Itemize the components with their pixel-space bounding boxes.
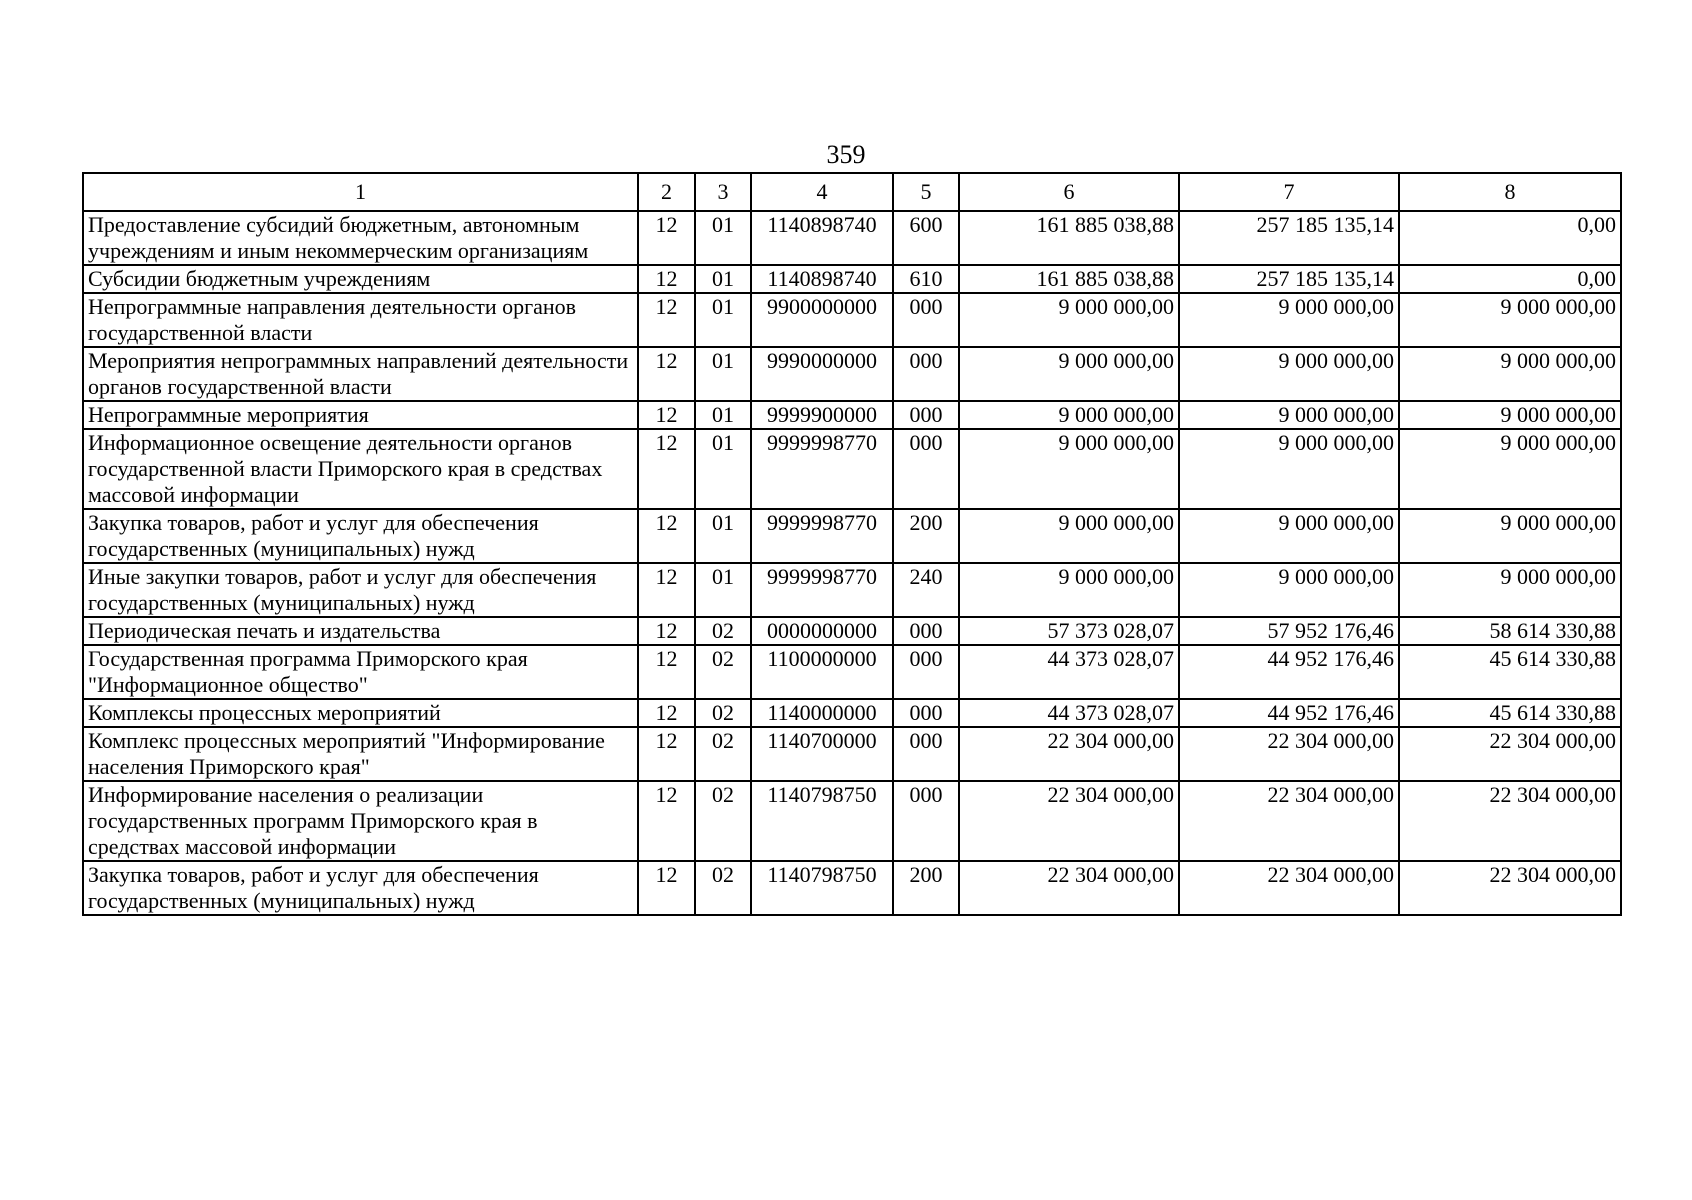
row-amount-6: 161 885 038,88	[959, 265, 1179, 293]
row-target-code: 1100000000	[751, 645, 893, 699]
row-amount-7: 57 952 176,46	[1179, 617, 1399, 645]
table-row	[83, 699, 1621, 727]
row-amount-8: 9 000 000,00	[1399, 509, 1621, 563]
row-amount-8: 0,00	[1399, 211, 1621, 265]
row-name: Закупка товаров, работ и услуг для обеспечения государственных (муниципальных) нужд	[83, 509, 638, 563]
row-target-code: 1140798750	[751, 781, 893, 861]
row-name: Комплекс процессных мероприятий "Информирование населения Приморского края"	[83, 727, 638, 781]
row-name: Закупка товаров, работ и услуг для обеспечения государственных (муниципальных) нужд	[83, 861, 638, 915]
header-row	[83, 173, 1621, 211]
row-subsection: 01	[695, 401, 751, 429]
row-section: 12	[638, 211, 695, 265]
row-expense-type: 000	[893, 429, 959, 509]
row-amount-8: 9 000 000,00	[1399, 429, 1621, 509]
row-section: 12	[638, 699, 695, 727]
row-section: 12	[638, 617, 695, 645]
header-cell: 4	[751, 173, 893, 211]
row-target-code: 9999998770	[751, 509, 893, 563]
row-amount-8: 22 304 000,00	[1399, 861, 1621, 915]
row-target-code: 1140798750	[751, 861, 893, 915]
row-expense-type: 200	[893, 509, 959, 563]
row-target-code: 9990000000	[751, 347, 893, 401]
row-name: Предоставление субсидий бюджетным, автономным учреждениям и иным некоммерческим организациям	[83, 211, 638, 265]
row-subsection: 01	[695, 265, 751, 293]
row-amount-7: 9 000 000,00	[1179, 509, 1399, 563]
row-amount-6: 44 373 028,07	[959, 699, 1179, 727]
row-expense-type: 000	[893, 293, 959, 347]
row-target-code: 9900000000	[751, 293, 893, 347]
row-amount-6: 44 373 028,07	[959, 645, 1179, 699]
row-section: 12	[638, 509, 695, 563]
row-amount-7: 9 000 000,00	[1179, 293, 1399, 347]
row-amount-6: 9 000 000,00	[959, 563, 1179, 617]
row-expense-type: 000	[893, 401, 959, 429]
row-expense-type: 600	[893, 211, 959, 265]
row-amount-7: 44 952 176,46	[1179, 645, 1399, 699]
row-subsection: 01	[695, 563, 751, 617]
row-target-code: 9999900000	[751, 401, 893, 429]
row-name: Субсидии бюджетным учреждениям	[83, 265, 638, 293]
row-subsection: 01	[695, 211, 751, 265]
row-name: Комплексы процессных мероприятий	[83, 699, 638, 727]
row-name: Иные закупки товаров, работ и услуг для обеспечения государственных (муниципальных) нужд	[83, 563, 638, 617]
row-subsection: 02	[695, 645, 751, 699]
row-amount-6: 22 304 000,00	[959, 781, 1179, 861]
row-target-code: 1140898740	[751, 265, 893, 293]
header-cell: 6	[959, 173, 1179, 211]
row-expense-type: 000	[893, 781, 959, 861]
row-amount-7: 257 185 135,14	[1179, 265, 1399, 293]
row-subsection: 01	[695, 429, 751, 509]
row-amount-8: 45 614 330,88	[1399, 645, 1621, 699]
row-section: 12	[638, 781, 695, 861]
table-row	[83, 401, 1621, 429]
row-amount-6: 9 000 000,00	[959, 429, 1179, 509]
row-name: Периодическая печать и издательства	[83, 617, 638, 645]
header-cell: 8	[1399, 173, 1621, 211]
row-target-code: 9999998770	[751, 563, 893, 617]
row-amount-6: 161 885 038,88	[959, 211, 1179, 265]
row-section: 12	[638, 861, 695, 915]
table-row	[83, 861, 1621, 915]
table-row	[83, 563, 1621, 617]
row-amount-7: 22 304 000,00	[1179, 727, 1399, 781]
row-section: 12	[638, 347, 695, 401]
table-row	[83, 727, 1621, 781]
row-expense-type: 000	[893, 347, 959, 401]
row-expense-type: 610	[893, 265, 959, 293]
row-subsection: 02	[695, 861, 751, 915]
table-row	[83, 645, 1621, 699]
row-amount-8: 22 304 000,00	[1399, 727, 1621, 781]
row-subsection: 02	[695, 727, 751, 781]
row-amount-7: 9 000 000,00	[1179, 401, 1399, 429]
row-subsection: 02	[695, 781, 751, 861]
row-section: 12	[638, 727, 695, 781]
row-amount-6: 57 373 028,07	[959, 617, 1179, 645]
table-row	[83, 509, 1621, 563]
row-amount-6: 9 000 000,00	[959, 509, 1179, 563]
row-amount-6: 9 000 000,00	[959, 293, 1179, 347]
table-row	[83, 781, 1621, 861]
row-amount-7: 9 000 000,00	[1179, 347, 1399, 401]
row-subsection: 02	[695, 617, 751, 645]
table-row	[83, 347, 1621, 401]
row-amount-7: 22 304 000,00	[1179, 861, 1399, 915]
table-row	[83, 429, 1621, 509]
table-row	[83, 265, 1621, 293]
row-target-code: 1140898740	[751, 211, 893, 265]
row-subsection: 01	[695, 347, 751, 401]
row-subsection: 02	[695, 699, 751, 727]
row-name: Непрограммные направления деятельности органов государственной власти	[83, 293, 638, 347]
row-amount-6: 9 000 000,00	[959, 401, 1179, 429]
header-cell: 5	[893, 173, 959, 211]
row-amount-6: 22 304 000,00	[959, 727, 1179, 781]
row-section: 12	[638, 645, 695, 699]
row-name: Непрограммные мероприятия	[83, 401, 638, 429]
row-section: 12	[638, 429, 695, 509]
row-expense-type: 000	[893, 699, 959, 727]
header-cell: 2	[638, 173, 695, 211]
row-amount-8: 9 000 000,00	[1399, 347, 1621, 401]
row-name: Информирование населения о реализации государственных программ Приморского края в средствах массовой информации	[83, 781, 638, 861]
row-subsection: 01	[695, 509, 751, 563]
header-cell: 1	[83, 173, 638, 211]
row-expense-type: 000	[893, 727, 959, 781]
row-target-code: 1140700000	[751, 727, 893, 781]
row-amount-7: 9 000 000,00	[1179, 563, 1399, 617]
row-amount-7: 22 304 000,00	[1179, 781, 1399, 861]
row-amount-7: 257 185 135,14	[1179, 211, 1399, 265]
row-amount-6: 9 000 000,00	[959, 347, 1179, 401]
row-target-code: 1140000000	[751, 699, 893, 727]
row-amount-8: 9 000 000,00	[1399, 563, 1621, 617]
table-row	[83, 293, 1621, 347]
row-section: 12	[638, 563, 695, 617]
row-amount-8: 9 000 000,00	[1399, 293, 1621, 347]
row-name: Мероприятия непрограммных направлений деятельности органов государственной власти	[83, 347, 638, 401]
row-amount-8: 58 614 330,88	[1399, 617, 1621, 645]
row-expense-type: 000	[893, 617, 959, 645]
row-section: 12	[638, 265, 695, 293]
row-target-code: 9999998770	[751, 429, 893, 509]
row-target-code: 0000000000	[751, 617, 893, 645]
row-amount-6: 22 304 000,00	[959, 861, 1179, 915]
row-amount-8: 9 000 000,00	[1399, 401, 1621, 429]
table-row	[83, 211, 1621, 265]
row-name: Государственная программа Приморского края "Информационное общество"	[83, 645, 638, 699]
table-row	[83, 617, 1621, 645]
row-amount-7: 44 952 176,46	[1179, 699, 1399, 727]
row-expense-type: 200	[893, 861, 959, 915]
row-amount-8: 22 304 000,00	[1399, 781, 1621, 861]
header-cell: 7	[1179, 173, 1399, 211]
row-amount-8: 45 614 330,88	[1399, 699, 1621, 727]
row-subsection: 01	[695, 293, 751, 347]
row-expense-type: 000	[893, 645, 959, 699]
row-amount-8: 0,00	[1399, 265, 1621, 293]
row-amount-7: 9 000 000,00	[1179, 429, 1399, 509]
row-name: Информационное освещение деятельности органов государственной власти Приморского края в средствах массовой информации	[83, 429, 638, 509]
row-section: 12	[638, 293, 695, 347]
row-section: 12	[638, 401, 695, 429]
page-number: 359	[826, 140, 866, 169]
row-expense-type: 240	[893, 563, 959, 617]
budget-table	[82, 172, 1622, 916]
header-cell: 3	[695, 173, 751, 211]
